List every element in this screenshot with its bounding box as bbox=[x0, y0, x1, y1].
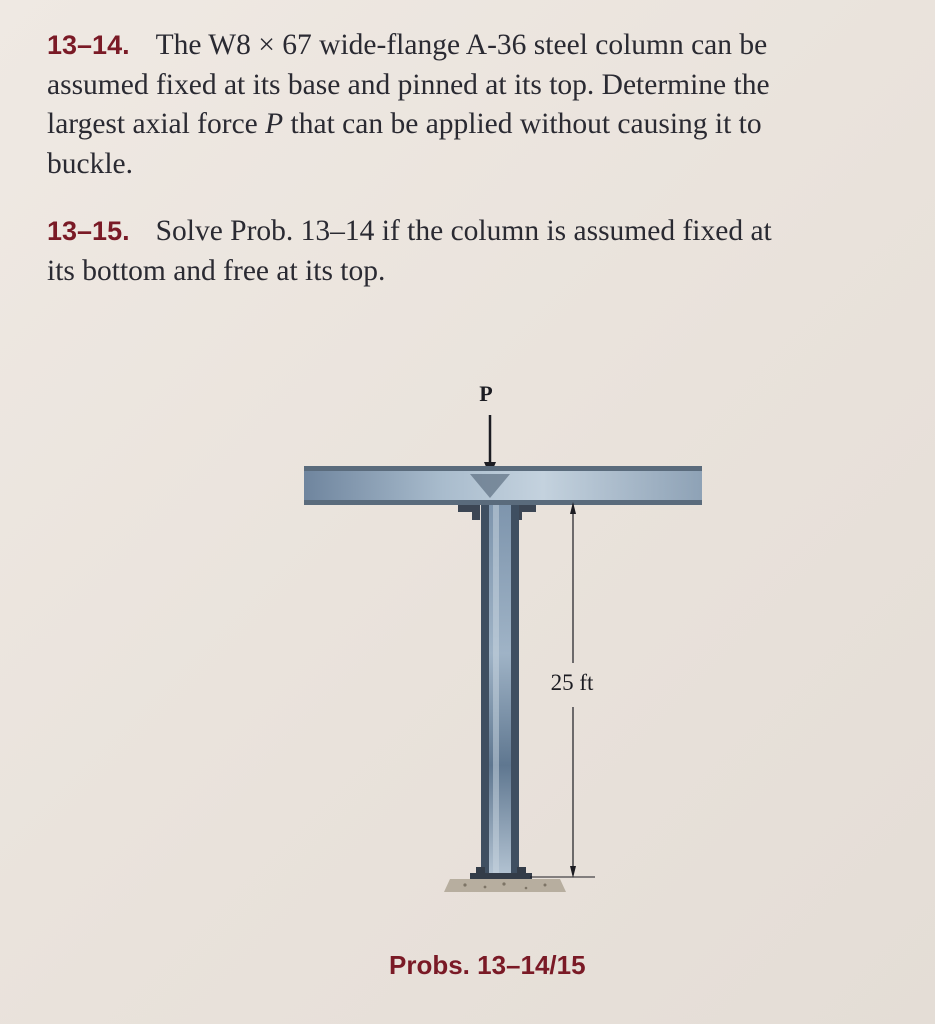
column-figure bbox=[290, 370, 720, 910]
figure-caption: Probs. 13–14/15 bbox=[389, 950, 586, 980]
problem-text-line1b: 67 wide-flange A-36 steel column can be bbox=[274, 29, 768, 61]
problem-13-14 bbox=[47, 26, 912, 184]
problem-text-line1: Solve Prob. 13–14 if the column is assumed fixed at bbox=[155, 215, 772, 247]
dimension-label: 25 ft bbox=[550, 670, 594, 695]
problem-text-line3b: that can be applied without causing it to bbox=[283, 108, 762, 140]
top-beam bbox=[304, 466, 702, 505]
problem-text-line4: buckle. bbox=[47, 147, 134, 180]
times-symbol: × bbox=[258, 29, 275, 61]
problem-13-15 bbox=[47, 212, 912, 291]
problem-text-line3a: largest axial force bbox=[47, 108, 266, 140]
problem-text-line1a: The W8 bbox=[155, 29, 259, 61]
load-label: P bbox=[479, 381, 493, 406]
steel-column bbox=[481, 505, 519, 877]
problem-number: 13–14. bbox=[47, 30, 130, 60]
force-variable: P bbox=[265, 108, 284, 140]
problem-number: 13–15. bbox=[47, 216, 130, 246]
problem-text-line2: its bottom and free at its top. bbox=[47, 254, 386, 287]
problem-text-line2: assumed fixed at its base and pinned at its top. Determine the bbox=[47, 68, 770, 101]
